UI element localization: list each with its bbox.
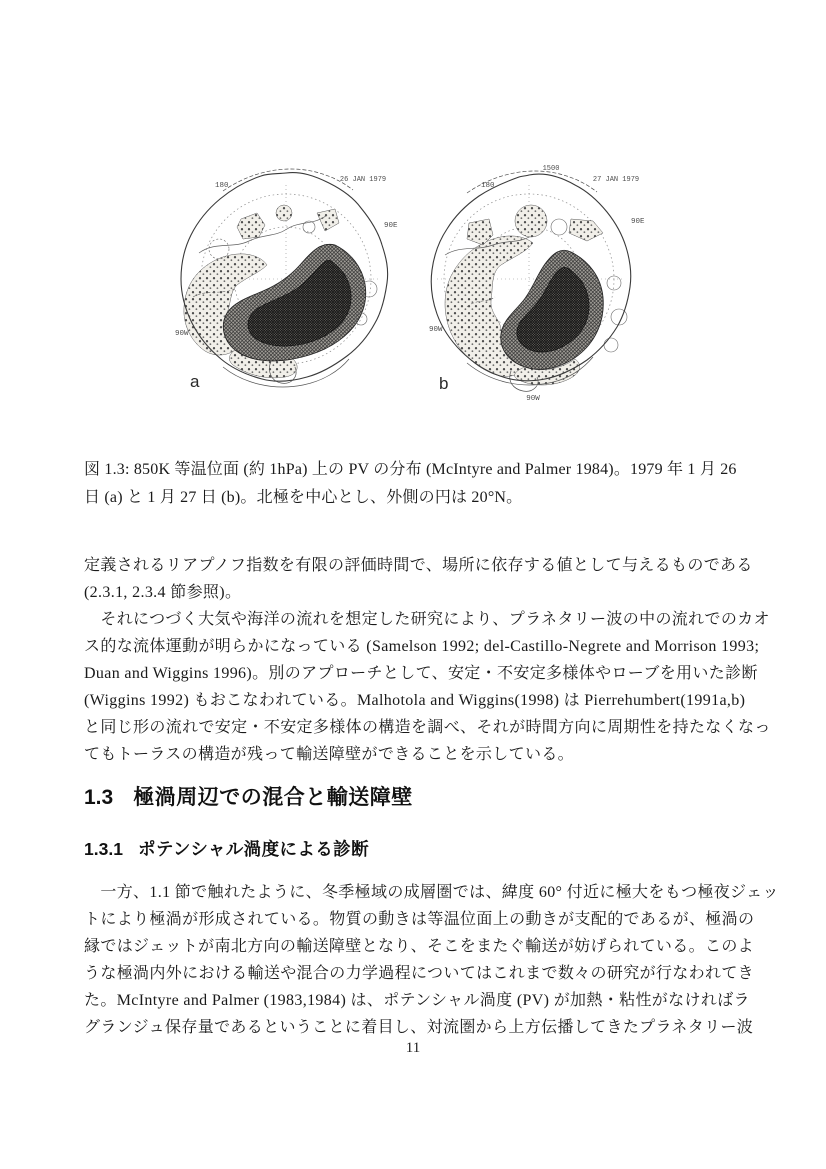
text-line: 定義されるリアプノフ指数を有限の評価時間で、場所に依存する値として与えるものである [84,557,753,574]
subsection-number: 1.3.1 [84,839,123,859]
body-text-column [84,552,779,1041]
stipple-blob [276,205,292,221]
section-title: 極渦周辺での混合と輸送障壁 [133,786,413,809]
page-number: 11 [405,1040,421,1056]
subsection-heading [84,838,764,860]
figure-panel-b [411,157,656,409]
subsection-title: ポテンシャル渦度による診断 [137,839,369,859]
text-line: てもトーラスの構造が残って輸送障壁ができることを示している。 [84,746,575,763]
text-line: た。McIntyre and Palmer (1983,1984) は、ポテンシャル渦度 (PV) が加熱・粘性がなければラ [84,992,750,1009]
body-paragraph-3 [84,879,779,1041]
text-line: うな極渦内外における輸送や混合の力学過程についてはこれまで数々の研究が行なわれてき [84,965,755,982]
body-paragraph-2 [84,606,771,768]
text-line: トにより極渦が形成されている。物質の動きは等温位面上の動きが支配的であるが、極渦の [84,911,755,928]
text-line: それにつづく大気や海洋の流れを想定した研究により、プラネタリー波の中の流れでのカオ [84,611,770,628]
contour-loop [604,338,618,352]
body-paragraph-1 [84,552,764,606]
polar-map-b [431,171,631,391]
text-line: グランジュ保存量であるということに着目し、対流圏から上方伝播してきたプラネタリー波 [84,1019,754,1036]
map-bottom-label: 90W [526,395,540,403]
text-line: 一方、1.1 節で触れたように、冬季極域の成層圏では、緯度 60° 付近に極大をもつ極夜ジェッ [84,884,779,901]
figure-1-3 [163,157,656,409]
map-right-label: 90E [384,222,398,230]
contour-loop [551,219,567,235]
section-number: 1.3 [84,786,114,809]
panel-letter-b: b [439,374,449,393]
map-left-label: 90W [429,326,443,334]
stipple-blob [515,205,547,237]
polar-map-a [181,169,388,387]
contour-loop [607,276,621,290]
text-line: 縁ではジェットが南北方向の輸送障壁となり、そこをまたぐ輸送が妨げられている。このよ [84,938,755,955]
stipple-blob [237,213,265,239]
stipple-blob [317,209,339,231]
map-right-label: 90E [631,218,645,226]
text-line: 日 (a) と 1 月 27 日 (b)。北極を中心とし、外側の円は 20°N。 [84,489,523,506]
panel-letter-a: a [190,372,200,391]
map-top-value: 1500 [542,165,560,173]
map-top-label: 180 [215,182,229,190]
stipple-blob [569,219,603,241]
date-stamp-label: 27 JAN 1979 [592,176,640,184]
text-line: (2.3.1, 2.3.4 節参照)。 [84,584,242,601]
text-line: (Wiggins 1992) もおこなわれている。Malhotola and Wiggins(1998) は Pierrehumbert(1991a,b) [84,692,746,709]
section-heading [84,784,764,812]
text-line: ス的な流体運動が明らかになっている (Samelson 1992; del-Castillo-Negrete and Morrison 1993; [84,638,760,655]
map-top-label: 180 [481,182,495,190]
contour-line [199,215,327,253]
figure-caption [84,456,756,512]
figure-panel-a [163,157,408,409]
date-stamp-label: 26 JAN 1979 [339,176,387,184]
text-line: と同じ形の流れで安定・不安定多様体の構造を調べ、それが時間方向に周期性を持たなくなっ [84,719,771,736]
text-line: Duan and Wiggins 1996)。別のアプローチとして、安定・不安定多様体やローブを用いた診断 [84,665,758,682]
text-line: 図 1.3: 850K 等温位面 (約 1hPa) 上の PV の分布 (McIntyre and Palmer 1984)。1979 年 1 月 26 [84,461,737,478]
map-left-label: 90W [175,330,189,338]
